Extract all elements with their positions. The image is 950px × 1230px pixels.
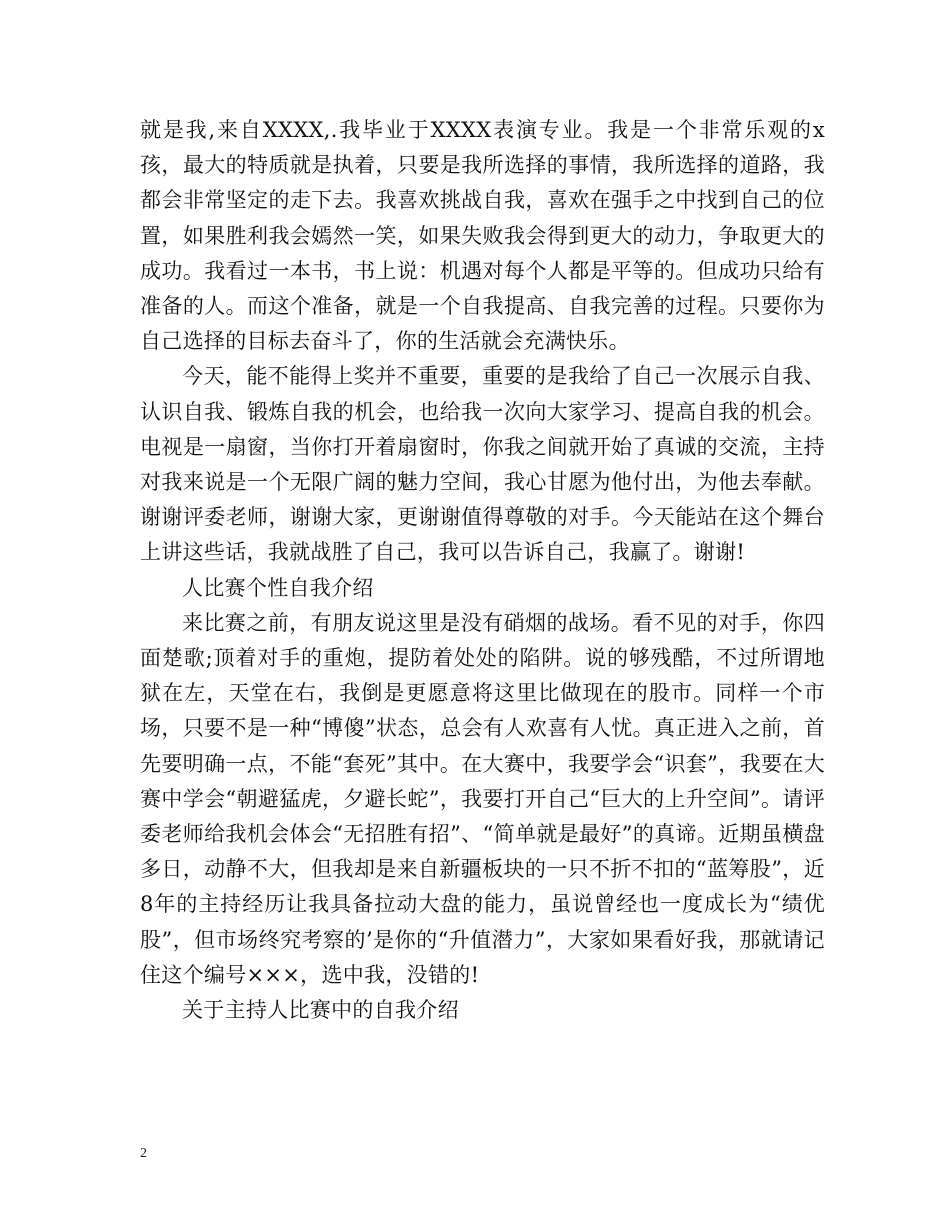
document-body [140, 113, 825, 1028]
paragraph-3: 来比赛之前，有朋友说这里是没有硝烟的战场。看不见的对手，你四面楚歌;顶着对手的重炮，提防着处处的陷阱。说的够残酷，不过所谓地狱在左，天堂在右，我倒是更愿意将这里比做现在的股市。同样一个市场，只要不是一种“博傻”状态，总会有人欢喜有人忧。真正进入之前，首先要明确一点，不能“套死”其中。在大赛中，我要学会“识套”，我要在大赛中学会“朝避猛虎，夕避长蛇”，我要打开自己“巨大的上升空间”。请评委老师给我机会体会“无招胜有招”、“简单就是最好”的真谛。近期虽横盘多日，动静不大，但我却是来自新疆板块的一只不折不扣的“蓝筹股”，近8年的主持经历让我具备拉动大盘的能力，虽说曾经也一度成长为“绩优股”，但市场终究考察的’是你的“升值潜力”，大家如果看好我，那就请记住这个编号×××，选中我，没错的! [140, 610, 825, 987]
section-heading-1: 人比赛个性自我介绍 [182, 575, 374, 600]
paragraph-2: 今天，能不能得上奖并不重要，重要的是我给了自己一次展示自我、认识自我、锻炼自我的机会，也给我一次向大家学习、提高自我的机会。电视是一扇窗，当你打开着扇窗时，你我之间就开始了真诚的交流，主持对我来说是一个无限广阔的魅力空间，我心甘愿为他付出，为他去奉献。谢谢评委老师，谢谢大家，更谢谢值得尊敬的对手。今天能站在这个舞台上讲这些话，我就战胜了自己，我可以告诉自己，我赢了。谢谢! [140, 364, 825, 565]
paragraph-1: 就是我,来自XXXX,.我毕业于XXXX表演专业。我是一个非常乐观的x孩，最大的特质就是执着，只要是我所选择的事情，我所选择的道路，我都会非常坚定的走下去。我喜欢挑战自我，喜欢在强手之中找到自己的位置，如果胜利我会嫣然一笑，如果失败我会得到更大的动力，争取更大的成功。我看过一本书，书上说：机遇对每个人都是平等的。但成功只给有准备的人。而这个准备，就是一个自我提高、自我完善的过程。只要你为自己选择的目标去奋斗了，你的生活就会充满快乐。 [140, 118, 825, 354]
page-number: 2 [140, 1146, 147, 1161]
section-heading-2: 关于主持人比赛中的自我介绍 [182, 998, 459, 1023]
